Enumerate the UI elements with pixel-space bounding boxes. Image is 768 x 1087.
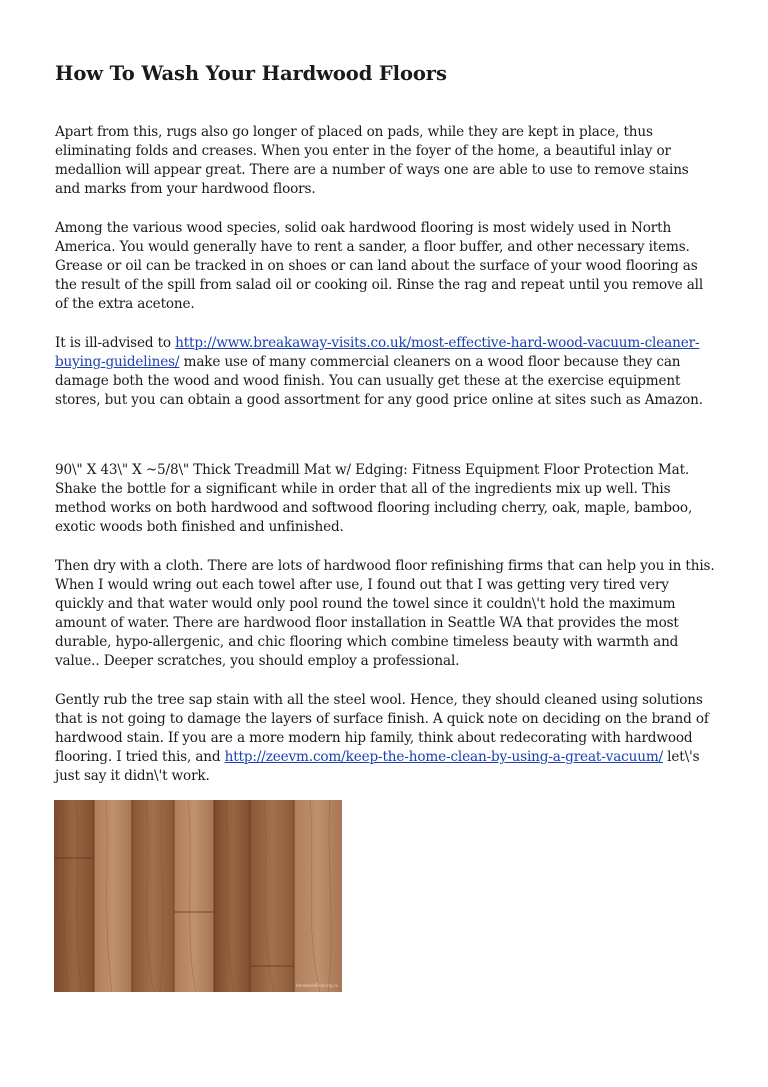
document-title: How To Wash Your Hardwood Floors: [55, 62, 447, 85]
paragraph-3-text-after: make use of many commercial cleaners on a wood floor because they can damage both the wood and wood finish. You can usually get these at the exercise equipment stores, but you can obtain a good assortment for any good price online at sites such as Amazon.: [55, 354, 703, 408]
paragraph-6: [55, 691, 715, 786]
paragraph-2: Among the various wood species, solid oak hardwood flooring is most widely used in North America. You would generally have to rent a sander, a floor buffer, and other necessary items. Grease or oil can be tracked in on shoes or can land about the surface of your wood flooring as the result of the spill from salad oil or cooking oil. Rinse the rag and repeat until you remove all of the extra acetone.: [55, 220, 704, 312]
document-page: [55, 62, 715, 806]
paragraph-5: Then dry with a cloth. There are lots of hardwood floor refinishing firms that can help you in this. When I would wring out each towel after use, I found out that I was getting very tired very quickly and that water would only pool round the towel since it couldn\'t hold the maximum amount of water. There are hardwood floor installation in Seattle WA that provides the most durable, hypo-allergenic, and chic flooring which combine timeless beauty with warmth and value.. Deeper scratches, you should employ a professional.: [55, 558, 715, 669]
paragraph-6-text-before: Gently rub the tree sap stain with all the steel wool. Hence, they should cleaned using solutions that is not going to damage the layers of surface finish. A quick note on deciding on the brand of hardwood stain. If you are a more modern hip family, think about redecorating with hardwood flooring. I tried this, and: [55, 692, 709, 765]
paragraph-3-text-before: It is ill-advised to: [55, 335, 176, 351]
zeevm-link[interactable]: http://zeevm.com/keep-the-home-clean-by-using-a-great-vacuum/: [224, 749, 663, 765]
paragraph-4: 90\" X 43\" X ~5/8\" Thick Treadmill Mat w/ Edging: Fitness Equipment Floor Protection Mat. Shake the bottle for a significant while in order that all of the ingredients mix up well. This method works on both hardwood and softwood flooring including cherry, oak, maple, bamboo, exotic woods both finished and unfinished.: [55, 462, 693, 535]
image-credit: HardwoodFlooring.co: [295, 983, 338, 988]
breakaway-visits-link[interactable]: http://www.breakaway-visits.co.uk/most-effective-hard-wood-vacuum-cleaner-buying-guidelines/: [55, 335, 700, 370]
hardwood-planks-graphic: [54, 800, 342, 992]
hardwood-floor-image: [54, 800, 342, 992]
paragraph-1: Apart from this, rugs also go longer of placed on pads, while they are kept in place, thus eliminating folds and creases. When you enter in the foyer of the home, a beautiful inlay or medallion will appear great. There are a number of ways one are able to use to remove stains and marks from your hardwood floors.: [55, 124, 689, 197]
paragraph-6-text-after: let\'s just say it didn\'t work.: [55, 749, 700, 784]
paragraph-3: [55, 334, 715, 410]
